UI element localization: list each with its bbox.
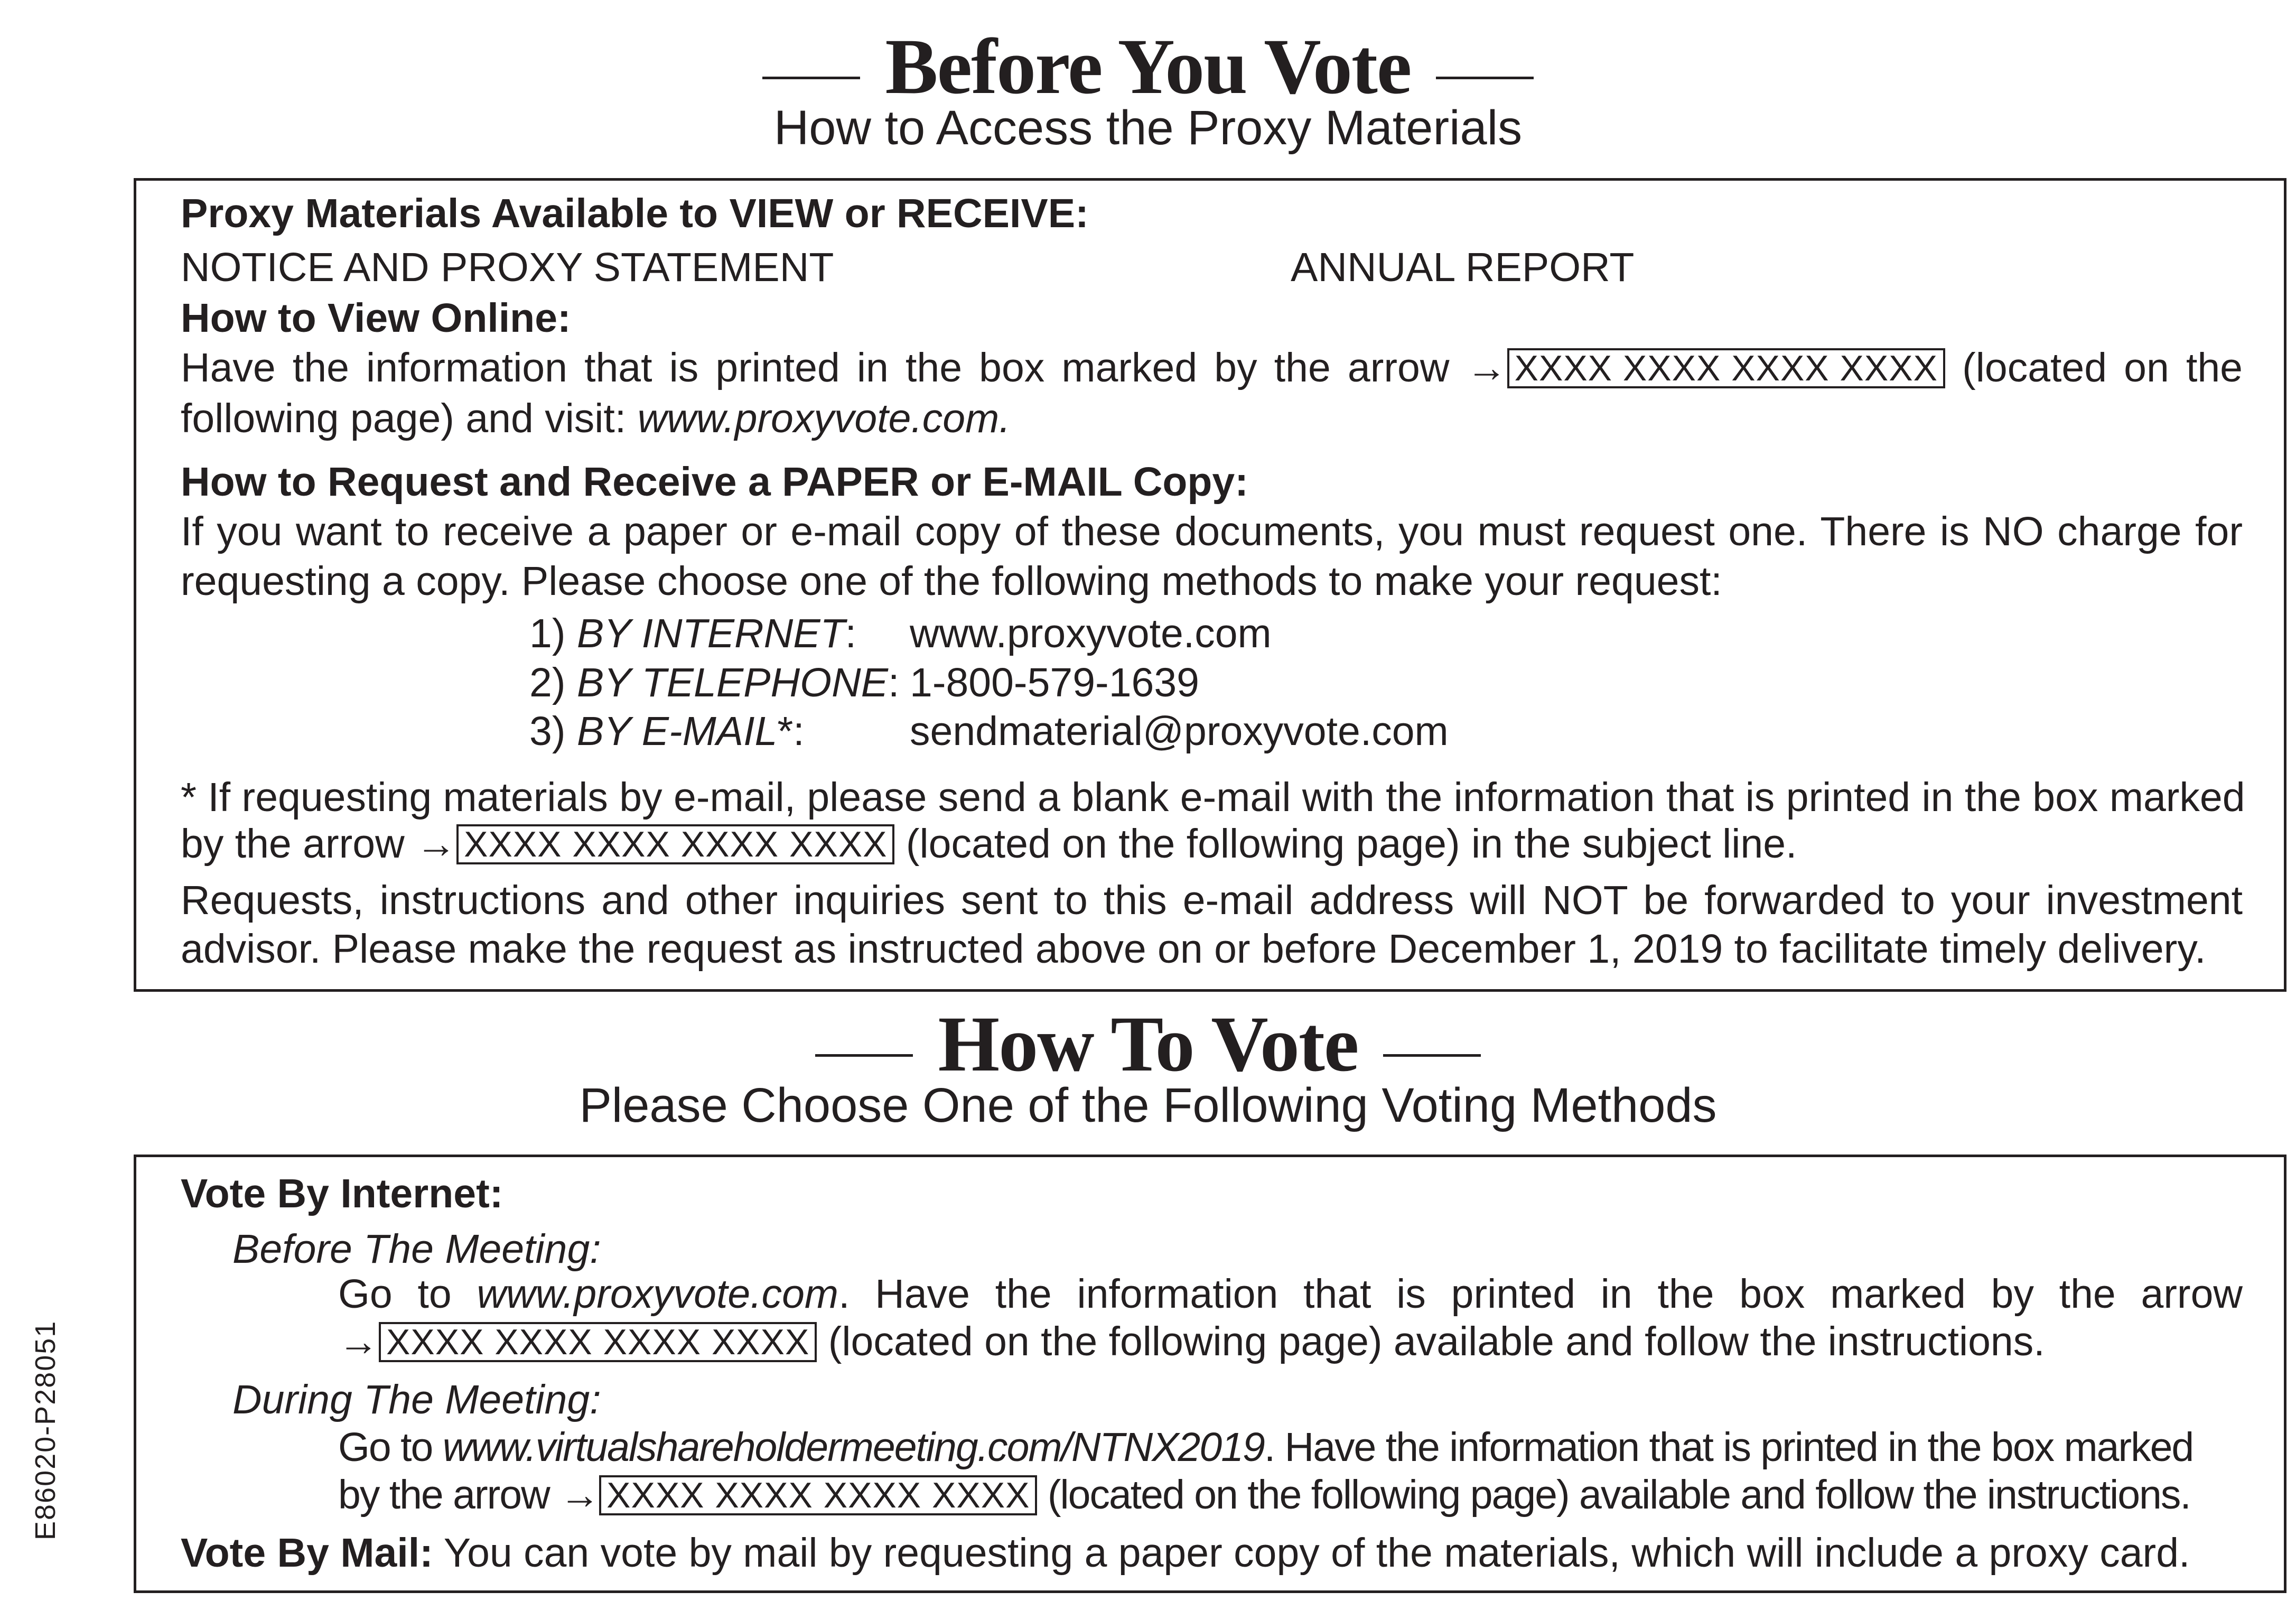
view-online-heading: How to View Online:: [181, 295, 571, 341]
request-heading: How to Request and Receive a PAPER or E-MAIL Copy:: [181, 459, 1248, 505]
before-you-vote-subtitle: How to Access the Proxy Materials: [773, 101, 1523, 155]
how-to-vote-subtitle: Please Choose One of the Following Voting Methods: [579, 1078, 1717, 1132]
method-internet-value[interactable]: www.proxyvote.com: [910, 611, 1272, 656]
available-heading: Proxy Materials Available to VIEW or RECEIVE:: [181, 191, 1089, 236]
vote-mail-heading: Vote By Mail:: [181, 1530, 433, 1576]
vote-mail-text: You can vote by mail by requesting a paper copy of the materials, which will include a proxy card.: [443, 1530, 2190, 1576]
document-annual-report: ANNUAL REPORT: [1291, 245, 1635, 290]
view-online-text: Have the information that is printed in the box marked by the arrow → XXXX XXXX XXXX XXXX (located on the: [181, 345, 2243, 390]
request-text-1: If you want to receive a paper or e-mail copy of these documents, you must request one. There is NO charge for: [181, 509, 2243, 554]
proxyvote-link[interactable]: www.proxyvote.com.: [637, 396, 1011, 441]
arrow-icon: →: [338, 1319, 379, 1364]
email-note-2: by the arrow → XXXX XXXX XXXX XXXX (located on the following page) in the subject line.: [181, 821, 1797, 867]
vote-internet-heading: Vote By Internet:: [181, 1171, 503, 1216]
request-text-2: requesting a copy. Please choose one of the following methods to make your request:: [181, 559, 1722, 604]
control-number-box: XXXX XXXX XXXX XXXX: [456, 824, 894, 864]
email-note-1: * If requesting materials by e-mail, please send a blank e-mail with the information that is printed in the box marked: [181, 775, 2245, 820]
method-email: 3) BY E-MAIL*:: [529, 709, 805, 754]
control-number-box: XXXX XXXX XXXX XXXX: [379, 1322, 817, 1362]
title-rule-left: [762, 77, 860, 79]
during-meeting-text-1: Go to www.virtualshareholdermeeting.com/NTNX2019. Have the information that is printed in the box marked: [338, 1425, 2194, 1470]
how-to-vote-title: [0, 999, 2296, 1090]
title-rule-right: [1436, 77, 1534, 79]
before-meeting-text-2: → XXXX XXXX XXXX XXXX (located on the following page) available and follow the instructions.: [338, 1319, 2045, 1364]
virtual-meeting-link[interactable]: www.virtualshareholdermeeting.com/NTNX2019: [442, 1425, 1264, 1470]
arrow-icon: →: [1466, 345, 1507, 390]
method-email-value[interactable]: sendmaterial@proxyvote.com: [910, 709, 1449, 754]
title-text: Before You Vote: [885, 23, 1411, 110]
during-meeting-label: During The Meeting:: [232, 1377, 601, 1422]
voting-methods-box: [134, 1155, 2286, 1593]
arrow-icon: →: [559, 1472, 600, 1518]
method-telephone: 2) BY TELEPHONE:: [529, 660, 900, 705]
view-online-text-2: following page) and visit: www.proxyvote.com.: [181, 396, 1011, 441]
inquiry-text-2: advisor. Please make the request as instructed above on or before December 1, 2019 to facilitate timely delivery.: [181, 926, 2206, 972]
control-number-box: XXXX XXXX XXXX XXXX: [599, 1475, 1037, 1515]
footnote-star: *: [181, 775, 197, 820]
document-notice: NOTICE AND PROXY STATEMENT: [181, 245, 834, 290]
during-meeting-text-2: by the arrow → XXXX XXXX XXXX XXXX (located on the following page) available and follow the instructions.: [338, 1472, 2190, 1518]
method-internet: 1) BY INTERNET:: [529, 611, 856, 656]
vote-mail-line: [181, 1530, 2190, 1577]
before-you-vote-title: [0, 21, 2296, 112]
before-meeting-label: Before The Meeting:: [232, 1226, 601, 1272]
arrow-icon: →: [416, 821, 457, 867]
before-meeting-text-1: Go to www.proxyvote.com. Have the information that is printed in the box marked by the arrow: [338, 1271, 2243, 1317]
control-number-box: XXXX XXXX XXXX XXXX: [1507, 348, 1945, 388]
title-rule-left: [815, 1054, 913, 1057]
title-rule-right: [1383, 1054, 1481, 1057]
proxyvote-link[interactable]: www.proxyvote.com: [477, 1271, 839, 1317]
document-code: E86020-P28051: [30, 1320, 61, 1540]
title-text: How To Vote: [938, 1000, 1358, 1088]
method-telephone-value[interactable]: 1-800-579-1639: [910, 660, 1199, 705]
inquiry-text-1: Requests, instructions and other inquiries sent to this e-mail address will NOT be forwarded to your investment: [181, 878, 2243, 923]
